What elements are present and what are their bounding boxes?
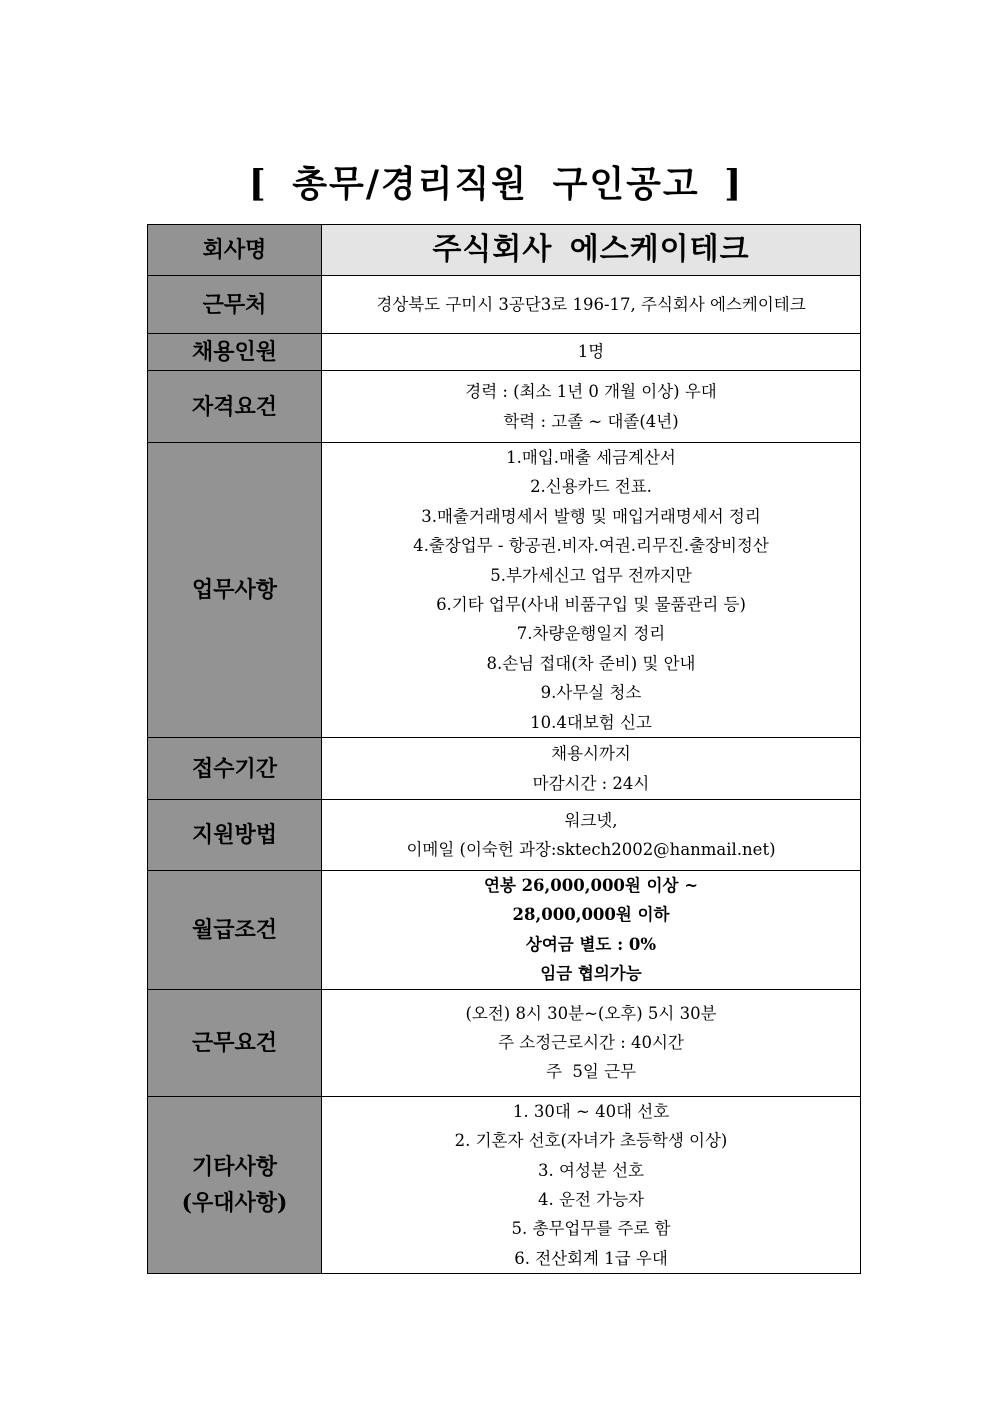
condition-line: (오전) 8시 30분~(오후) 5시 30분 bbox=[465, 1003, 717, 1023]
duty-item: 10.4대보험 신고 bbox=[530, 712, 652, 732]
method-line-email: 이메일 (이숙헌 과장:sktech2002@hanmail.net) bbox=[406, 840, 776, 860]
note-item: 3. 여성분 선호 bbox=[538, 1160, 644, 1180]
value-duties bbox=[322, 443, 861, 738]
salary-line: 연봉 26,000,000원 이상 ~ bbox=[483, 876, 699, 896]
value-salary bbox=[322, 871, 861, 990]
row-workplace bbox=[148, 276, 861, 334]
row-company-name bbox=[148, 225, 861, 276]
label-company-name: 회사명 bbox=[148, 225, 322, 276]
value-qualifications bbox=[322, 371, 861, 443]
row-salary bbox=[148, 871, 861, 990]
note-item: 6. 전산회계 1급 우대 bbox=[514, 1248, 668, 1268]
duty-item: 4.출장업무 - 항공권.비자.여권.리무진.출장비정산 bbox=[413, 536, 769, 556]
row-work-conditions bbox=[148, 989, 861, 1096]
row-duties bbox=[148, 443, 861, 738]
duty-item: 5.부가세신고 업무 전까지만 bbox=[490, 565, 692, 585]
other-notes-label: 기타사항 bbox=[191, 1153, 277, 1180]
value-headcount bbox=[322, 334, 861, 371]
row-qualifications bbox=[148, 371, 861, 443]
value-workplace bbox=[322, 276, 861, 334]
salary-line: 28,000,000원 이하 bbox=[512, 905, 670, 925]
period-line: 마감시간 : 24시 bbox=[532, 773, 650, 793]
label-application-period: 접수기간 bbox=[148, 738, 322, 800]
qualification-line: 경력 : (최소 1년 0 개월 이상) 우대 bbox=[465, 382, 717, 402]
salary-line: 임금 협의가능 bbox=[540, 964, 642, 984]
value-work-conditions bbox=[322, 989, 861, 1096]
label-salary: 월급조건 bbox=[148, 871, 322, 990]
method-line: 워크넷, bbox=[564, 810, 618, 830]
note-item: 2. 기혼자 선호(자녀가 초등학생 이상) bbox=[454, 1131, 728, 1151]
job-posting-table bbox=[147, 224, 861, 1274]
value-company-name bbox=[322, 225, 861, 276]
value-application-method bbox=[322, 800, 861, 871]
duty-item: 3.매출거래명세서 발행 및 매입거래명세서 정리 bbox=[421, 506, 761, 526]
row-other-notes bbox=[148, 1096, 861, 1273]
value-application-period bbox=[322, 738, 861, 800]
duty-item: 7.차량운행일지 정리 bbox=[516, 624, 666, 644]
value-other-notes bbox=[322, 1096, 861, 1273]
duty-item: 2.신용카드 전표. bbox=[530, 477, 652, 497]
note-item: 5. 총무업무를 주로 함 bbox=[511, 1219, 671, 1239]
headcount-text: 1명 bbox=[577, 342, 605, 362]
label-work-conditions: 근무요건 bbox=[148, 989, 322, 1096]
duty-item: 8.손님 접대(차 준비) 및 안내 bbox=[486, 653, 696, 673]
label-qualifications: 자격요건 bbox=[148, 371, 322, 443]
row-headcount bbox=[148, 334, 861, 371]
period-line: 채용시까지 bbox=[551, 744, 631, 764]
duty-item: 9.사무실 청소 bbox=[540, 683, 642, 703]
note-item: 4. 운전 가능자 bbox=[538, 1189, 644, 1209]
duty-item: 1.매입.매출 세금계산서 bbox=[506, 448, 676, 467]
condition-line: 주 소정근로시간 : 40시간 bbox=[498, 1032, 684, 1052]
label-application-method: 지원방법 bbox=[148, 800, 322, 871]
company-name-text: 주식회사 에스케이테크 bbox=[432, 232, 750, 268]
workplace-address: 경상북도 구미시 3공단3로 196-17, 주식회사 에스케이테크 bbox=[376, 294, 806, 314]
page-title: [ 총무/경리직원 구인공고 ] bbox=[248, 163, 744, 205]
preferred-label: (우대사항) bbox=[181, 1189, 288, 1216]
row-application-method bbox=[148, 800, 861, 871]
label-headcount: 채용인원 bbox=[148, 334, 322, 371]
condition-line: 주 5일 근무 bbox=[546, 1062, 636, 1082]
duty-item: 6.기타 업무(사내 비품구입 및 물품관리 등) bbox=[436, 595, 746, 615]
label-workplace: 근무처 bbox=[148, 276, 322, 334]
label-other-notes bbox=[148, 1096, 322, 1273]
label-duties: 업무사항 bbox=[148, 443, 322, 738]
qualification-line: 학력 : 고졸 ~ 대졸(4년) bbox=[503, 411, 679, 431]
salary-line: 상여금 별도 : 0% bbox=[525, 934, 657, 954]
row-application-period bbox=[148, 738, 861, 800]
note-item: 1. 30대 ~ 40대 선호 bbox=[512, 1101, 670, 1121]
